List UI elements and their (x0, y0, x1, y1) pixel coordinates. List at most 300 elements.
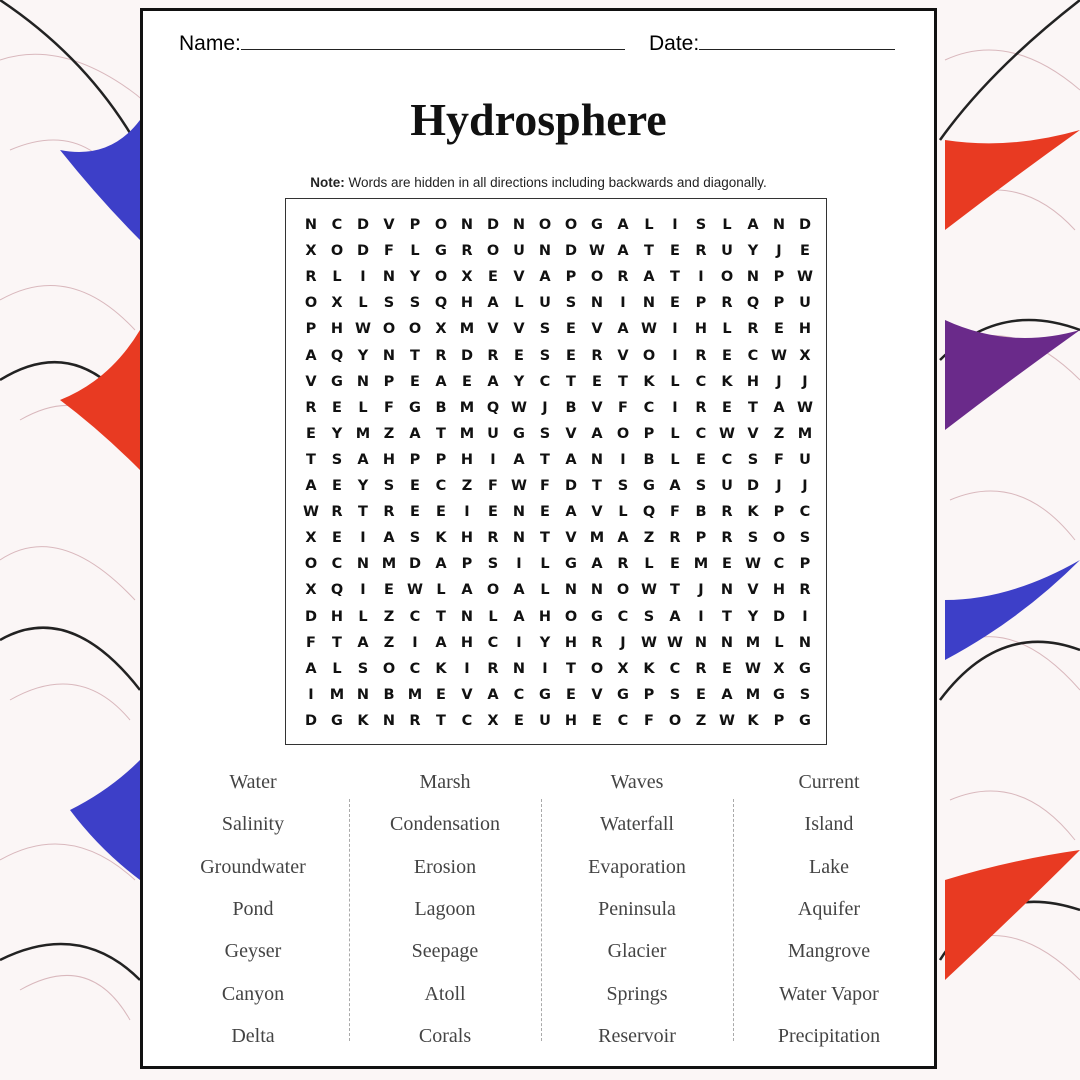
grid-letter[interactable]: G (591, 217, 603, 233)
grid-letter[interactable]: W (797, 269, 813, 286)
grid-letter[interactable]: C (409, 608, 421, 625)
grid-letter[interactable]: K (721, 373, 733, 390)
grid-letter[interactable]: I (360, 269, 366, 286)
grid-letter[interactable]: R (409, 712, 421, 729)
grid-letter[interactable]: N (564, 582, 578, 599)
grid-letter[interactable]: S (331, 451, 343, 468)
grid-letter[interactable]: A (435, 373, 447, 390)
grid-letter[interactable]: Q (746, 295, 760, 312)
grid-letter[interactable]: E (488, 269, 498, 286)
grid-letter[interactable]: G (565, 556, 577, 573)
grid-letter[interactable]: A (617, 321, 629, 338)
grid-letter[interactable]: K (747, 504, 759, 521)
grid-letter[interactable]: C (617, 608, 629, 625)
grid-letter[interactable]: B (643, 451, 655, 468)
grid-letter[interactable]: G (331, 373, 343, 390)
grid-letter[interactable]: A (513, 608, 525, 625)
grid-letter[interactable]: F (488, 478, 498, 494)
grid-letter[interactable]: O (564, 217, 578, 233)
grid-letter[interactable]: W (745, 556, 761, 573)
grid-letter[interactable]: H (460, 295, 474, 312)
grid-letter[interactable]: U (721, 243, 733, 260)
grid-letter[interactable]: T (410, 347, 420, 364)
grid-letter[interactable]: L (488, 608, 498, 625)
grid-letter[interactable]: T (436, 608, 446, 625)
grid-letter[interactable]: V (487, 321, 499, 338)
grid-letter[interactable]: A (305, 347, 317, 364)
grid-letter[interactable]: C (461, 712, 473, 729)
grid-letter[interactable]: C (487, 634, 499, 651)
grid-letter[interactable]: A (513, 451, 525, 468)
grid-letter[interactable]: D (460, 347, 474, 364)
grid-letter[interactable]: C (799, 504, 811, 521)
grid-letter[interactable]: R (305, 399, 317, 416)
grid-letter[interactable]: E (306, 425, 316, 442)
grid-letter[interactable]: V (747, 582, 759, 599)
grid-letter[interactable]: V (383, 217, 395, 233)
grid-letter[interactable]: W (745, 660, 761, 677)
grid-letter[interactable]: T (748, 399, 758, 416)
grid-letter[interactable]: D (356, 217, 370, 233)
grid-letter[interactable]: U (721, 478, 733, 494)
grid-letter[interactable]: Y (357, 347, 369, 364)
grid-letter[interactable]: M (459, 321, 475, 338)
grid-letter[interactable]: T (618, 373, 628, 390)
grid-letter[interactable]: J (802, 478, 808, 494)
grid-letter[interactable]: P (461, 556, 473, 573)
grid-letter[interactable]: P (409, 451, 421, 468)
grid-letter[interactable]: E (722, 347, 732, 364)
grid-letter[interactable]: R (331, 504, 343, 521)
grid-letter[interactable]: I (360, 582, 366, 599)
grid-letter[interactable]: R (487, 530, 499, 547)
grid-letter[interactable]: E (670, 243, 680, 260)
grid-letter[interactable]: E (566, 686, 576, 703)
grid-letter[interactable]: H (538, 608, 552, 625)
grid-letter[interactable]: R (617, 556, 629, 573)
grid-letter[interactable]: L (644, 556, 654, 573)
grid-letter[interactable]: U (539, 295, 551, 312)
date-field[interactable] (649, 31, 895, 56)
grid-letter[interactable]: N (382, 347, 396, 364)
grid-letter[interactable]: D (564, 478, 578, 494)
grid-letter[interactable]: O (772, 530, 786, 547)
grid-letter[interactable]: H (330, 608, 344, 625)
grid-letter[interactable]: Z (643, 530, 655, 547)
grid-letter[interactable]: D (798, 217, 812, 233)
grid-letter[interactable]: A (565, 451, 577, 468)
grid-letter[interactable]: N (382, 712, 396, 729)
grid-letter[interactable]: O (616, 582, 630, 599)
grid-letter[interactable]: I (698, 608, 704, 625)
grid-letter[interactable]: D (304, 712, 318, 729)
grid-letter[interactable]: M (329, 686, 345, 703)
grid-letter[interactable]: I (672, 321, 678, 338)
grid-letter[interactable]: N (798, 634, 812, 651)
grid-letter[interactable]: C (617, 712, 629, 729)
grid-letter[interactable]: M (745, 634, 761, 651)
grid-letter[interactable]: V (565, 425, 577, 442)
grid-letter[interactable]: U (487, 425, 499, 442)
grid-letter[interactable]: H (460, 634, 474, 651)
grid-letter[interactable]: N (382, 269, 396, 286)
grid-letter[interactable]: M (381, 556, 397, 573)
grid-letter[interactable]: A (357, 451, 369, 468)
grid-letter[interactable]: I (516, 556, 522, 573)
grid-letter[interactable]: Z (383, 634, 395, 651)
grid-letter[interactable]: K (643, 660, 655, 677)
grid-letter[interactable]: N (590, 295, 604, 312)
grid-letter[interactable]: X (487, 712, 499, 729)
grid-letter[interactable]: J (620, 634, 626, 651)
grid-letter[interactable]: G (513, 425, 525, 442)
grid-letter[interactable]: K (643, 373, 655, 390)
grid-letter[interactable]: E (514, 347, 524, 364)
grid-letter[interactable]: Q (330, 347, 344, 364)
grid-letter[interactable]: O (408, 321, 422, 338)
grid-letter[interactable]: O (486, 243, 500, 260)
grid-letter[interactable]: J (802, 373, 808, 390)
grid-letter[interactable]: N (512, 660, 526, 677)
grid-letter[interactable]: P (435, 451, 447, 468)
grid-letter[interactable]: R (305, 269, 317, 286)
grid-letter[interactable]: W (719, 712, 735, 729)
grid-letter[interactable]: C (435, 478, 447, 494)
grid-letter[interactable]: L (670, 425, 680, 442)
grid-letter[interactable]: F (644, 712, 654, 729)
grid-letter[interactable]: S (409, 530, 421, 547)
name-field[interactable] (179, 31, 625, 56)
grid-letter[interactable]: B (695, 504, 707, 521)
grid-letter[interactable]: T (358, 504, 368, 521)
grid-letter[interactable]: R (383, 504, 395, 521)
grid-letter[interactable]: L (332, 660, 342, 677)
grid-letter[interactable]: W (771, 347, 787, 364)
grid-letter[interactable]: N (720, 634, 734, 651)
grid-letter[interactable]: I (516, 634, 522, 651)
grid-letter[interactable]: E (566, 347, 576, 364)
grid-letter[interactable]: A (669, 608, 681, 625)
grid-letter[interactable]: W (641, 321, 657, 338)
grid-letter[interactable]: S (617, 478, 629, 494)
grid-letter[interactable]: A (435, 556, 447, 573)
grid-letter[interactable]: A (747, 217, 759, 233)
grid-letter[interactable]: C (331, 217, 343, 233)
grid-letter[interactable]: T (670, 582, 680, 599)
grid-letter[interactable]: S (539, 425, 551, 442)
grid-letter[interactable]: H (460, 451, 474, 468)
grid-letter[interactable]: E (540, 504, 550, 521)
grid-letter[interactable]: K (357, 712, 369, 729)
grid-letter[interactable]: I (412, 634, 418, 651)
grid-letter[interactable]: X (461, 269, 473, 286)
grid-letter[interactable]: A (357, 634, 369, 651)
grid-letter[interactable]: A (383, 530, 395, 547)
grid-letter[interactable]: I (464, 504, 470, 521)
grid-letter[interactable]: O (642, 347, 656, 364)
grid-letter[interactable]: I (672, 217, 678, 233)
grid-letter[interactable]: W (641, 582, 657, 599)
grid-letter[interactable]: H (330, 321, 344, 338)
grid-letter[interactable]: E (410, 373, 420, 390)
grid-letter[interactable]: A (565, 504, 577, 521)
grid-letter[interactable]: Y (747, 608, 759, 625)
grid-letter[interactable]: E (332, 478, 342, 494)
grid-letter[interactable]: A (591, 425, 603, 442)
grid-letter[interactable]: A (617, 530, 629, 547)
grid-letter[interactable]: L (358, 295, 368, 312)
grid-letter[interactable]: L (644, 217, 654, 233)
grid-letter[interactable]: N (720, 582, 734, 599)
grid-letter[interactable]: I (464, 660, 470, 677)
grid-letter[interactable]: L (670, 451, 680, 468)
grid-letter[interactable]: F (306, 634, 316, 651)
grid-letter[interactable]: N (512, 530, 526, 547)
grid-letter[interactable]: S (695, 478, 707, 494)
grid-letter[interactable]: O (304, 556, 318, 573)
grid-letter[interactable]: L (410, 243, 420, 260)
grid-letter[interactable]: V (591, 686, 603, 703)
grid-letter[interactable]: P (565, 269, 577, 286)
grid-letter[interactable]: A (773, 399, 785, 416)
grid-letter[interactable]: Z (383, 608, 395, 625)
grid-letter[interactable]: S (799, 530, 811, 547)
grid-letter[interactable]: Z (461, 478, 473, 494)
grid-letter[interactable]: H (564, 634, 578, 651)
grid-letter[interactable]: V (591, 321, 603, 338)
grid-letter[interactable]: M (459, 399, 475, 416)
grid-letter[interactable]: T (566, 373, 576, 390)
grid-letter[interactable]: G (799, 660, 811, 677)
grid-letter[interactable]: P (773, 504, 785, 521)
grid-letter[interactable]: N (356, 686, 370, 703)
grid-letter[interactable]: O (382, 660, 396, 677)
grid-letter[interactable]: O (668, 712, 682, 729)
grid-letter[interactable]: A (461, 582, 473, 599)
grid-letter[interactable]: A (513, 582, 525, 599)
grid-letter[interactable]: V (513, 269, 525, 286)
grid-letter[interactable]: O (434, 269, 448, 286)
grid-letter[interactable]: J (776, 478, 782, 494)
grid-letter[interactable]: D (408, 556, 422, 573)
grid-letter[interactable]: D (772, 608, 786, 625)
grid-letter[interactable]: R (461, 243, 473, 260)
grid-letter[interactable]: L (358, 399, 368, 416)
grid-letter[interactable]: I (360, 530, 366, 547)
grid-letter[interactable]: P (695, 530, 707, 547)
grid-letter[interactable]: I (672, 347, 678, 364)
grid-letter[interactable]: N (590, 451, 604, 468)
grid-letter[interactable]: N (356, 373, 370, 390)
grid-letter[interactable]: T (540, 530, 550, 547)
grid-letter[interactable]: H (382, 451, 396, 468)
grid-letter[interactable]: R (617, 269, 629, 286)
grid-letter[interactable]: R (487, 660, 499, 677)
grid-letter[interactable]: N (642, 295, 656, 312)
grid-letter[interactable]: I (698, 269, 704, 286)
grid-letter[interactable]: N (356, 556, 370, 573)
grid-letter[interactable]: I (308, 686, 314, 703)
grid-letter[interactable]: E (514, 712, 524, 729)
grid-letter[interactable]: W (303, 504, 319, 521)
grid-letter[interactable]: S (747, 530, 759, 547)
grid-letter[interactable]: N (538, 243, 552, 260)
grid-letter[interactable]: U (799, 451, 811, 468)
grid-letter[interactable]: D (564, 243, 578, 260)
grid-letter[interactable]: W (589, 243, 605, 260)
grid-letter[interactable]: Q (434, 295, 448, 312)
grid-letter[interactable]: T (566, 660, 576, 677)
grid-letter[interactable]: S (487, 556, 499, 573)
grid-letter[interactable]: J (698, 582, 704, 599)
grid-letter[interactable]: W (641, 634, 657, 651)
grid-letter[interactable]: A (435, 634, 447, 651)
grid-letter[interactable]: R (721, 504, 733, 521)
grid-letter[interactable]: H (772, 582, 786, 599)
grid-letter[interactable]: U (799, 295, 811, 312)
grid-letter[interactable]: R (591, 347, 603, 364)
grid-letter[interactable]: O (304, 295, 318, 312)
grid-letter[interactable]: O (720, 269, 734, 286)
grid-letter[interactable]: F (384, 399, 394, 416)
grid-letter[interactable]: Y (747, 243, 759, 260)
grid-letter[interactable]: L (722, 321, 732, 338)
grid-letter[interactable]: I (620, 295, 626, 312)
grid-letter[interactable]: E (592, 712, 602, 729)
grid-letter[interactable]: D (304, 608, 318, 625)
grid-letter[interactable]: Y (357, 478, 369, 494)
grid-letter[interactable]: A (669, 478, 681, 494)
grid-letter[interactable]: P (305, 321, 317, 338)
grid-letter[interactable]: H (798, 321, 812, 338)
grid-letter[interactable]: E (410, 504, 420, 521)
grid-letter[interactable]: S (539, 321, 551, 338)
grid-letter[interactable]: E (566, 321, 576, 338)
grid-letter[interactable]: C (721, 451, 733, 468)
grid-letter[interactable]: R (721, 295, 733, 312)
grid-letter[interactable]: M (407, 686, 423, 703)
grid-letter[interactable]: R (799, 582, 811, 599)
grid-letter[interactable]: P (695, 295, 707, 312)
grid-letter[interactable]: E (722, 660, 732, 677)
grid-letter[interactable]: S (669, 686, 681, 703)
grid-letter[interactable]: M (355, 425, 371, 442)
grid-letter[interactable]: R (747, 321, 759, 338)
grid-letter[interactable]: X (305, 243, 317, 260)
grid-letter[interactable]: R (695, 243, 707, 260)
grid-letter[interactable]: C (539, 373, 551, 390)
grid-letter[interactable]: C (773, 556, 785, 573)
grid-letter[interactable]: L (514, 295, 524, 312)
grid-letter[interactable]: W (667, 634, 683, 651)
grid-letter[interactable]: V (591, 504, 603, 521)
grid-letter[interactable]: W (407, 582, 423, 599)
grid-letter[interactable]: Y (513, 373, 525, 390)
grid-letter[interactable]: F (618, 399, 628, 416)
grid-letter[interactable]: A (487, 686, 499, 703)
grid-letter[interactable]: Z (695, 712, 707, 729)
grid-letter[interactable]: N (460, 608, 474, 625)
grid-letter[interactable]: T (306, 451, 316, 468)
grid-letter[interactable]: R (695, 660, 707, 677)
grid-letter[interactable]: A (305, 478, 317, 494)
grid-letter[interactable]: N (512, 217, 526, 233)
grid-letter[interactable]: C (643, 399, 655, 416)
grid-letter[interactable]: V (617, 347, 629, 364)
grid-letter[interactable]: V (747, 425, 759, 442)
grid-letter[interactable]: A (487, 295, 499, 312)
grid-letter[interactable]: H (694, 321, 708, 338)
grid-letter[interactable]: R (695, 347, 707, 364)
grid-letter[interactable]: G (617, 686, 629, 703)
grid-letter[interactable]: N (460, 217, 474, 233)
grid-letter[interactable]: E (696, 686, 706, 703)
grid-letter[interactable]: E (670, 295, 680, 312)
grid-letter[interactable]: B (565, 399, 577, 416)
grid-letter[interactable]: L (774, 634, 784, 651)
grid-letter[interactable]: F (670, 504, 680, 521)
grid-letter[interactable]: M (745, 686, 761, 703)
grid-letter[interactable]: I (802, 608, 808, 625)
grid-letter[interactable]: P (409, 217, 421, 233)
grid-letter[interactable]: L (670, 373, 680, 390)
grid-letter[interactable]: U (539, 712, 551, 729)
grid-letter[interactable]: A (539, 269, 551, 286)
grid-letter[interactable]: L (358, 608, 368, 625)
grid-letter[interactable]: N (694, 634, 708, 651)
grid-letter[interactable]: N (772, 217, 786, 233)
grid-letter[interactable]: G (799, 712, 811, 729)
grid-letter[interactable]: P (383, 373, 395, 390)
grid-letter[interactable]: T (722, 608, 732, 625)
grid-letter[interactable]: C (669, 660, 681, 677)
grid-letter[interactable]: C (513, 686, 525, 703)
grid-letter[interactable]: S (799, 686, 811, 703)
grid-letter[interactable]: O (590, 269, 604, 286)
grid-letter[interactable]: Y (331, 425, 343, 442)
grid-letter[interactable]: P (643, 425, 655, 442)
grid-letter[interactable]: Q (330, 582, 344, 599)
grid-letter[interactable]: F (774, 451, 784, 468)
grid-letter[interactable]: D (356, 243, 370, 260)
grid-letter[interactable]: O (330, 243, 344, 260)
grid-letter[interactable]: J (776, 243, 782, 260)
grid-letter[interactable]: I (672, 399, 678, 416)
grid-letter[interactable]: X (331, 295, 343, 312)
grid-letter[interactable]: A (617, 217, 629, 233)
grid-letter[interactable]: X (305, 530, 317, 547)
grid-letter[interactable]: T (670, 269, 680, 286)
grid-letter[interactable]: G (409, 399, 421, 416)
grid-letter[interactable]: E (332, 399, 342, 416)
grid-letter[interactable]: L (540, 582, 550, 599)
grid-letter[interactable]: V (591, 399, 603, 416)
grid-letter[interactable]: G (435, 243, 447, 260)
grid-letter[interactable]: R (487, 347, 499, 364)
grid-letter[interactable]: G (591, 608, 603, 625)
grid-letter[interactable]: S (747, 451, 759, 468)
grid-letter[interactable]: W (719, 425, 735, 442)
grid-letter[interactable]: S (539, 347, 551, 364)
grid-letter[interactable]: A (409, 425, 421, 442)
grid-letter[interactable]: G (331, 712, 343, 729)
grid-letter[interactable]: E (332, 530, 342, 547)
grid-letter[interactable]: A (643, 269, 655, 286)
grid-letter[interactable]: E (722, 556, 732, 573)
grid-letter[interactable]: P (773, 712, 785, 729)
grid-letter[interactable]: L (540, 556, 550, 573)
grid-letter[interactable]: G (643, 478, 655, 494)
